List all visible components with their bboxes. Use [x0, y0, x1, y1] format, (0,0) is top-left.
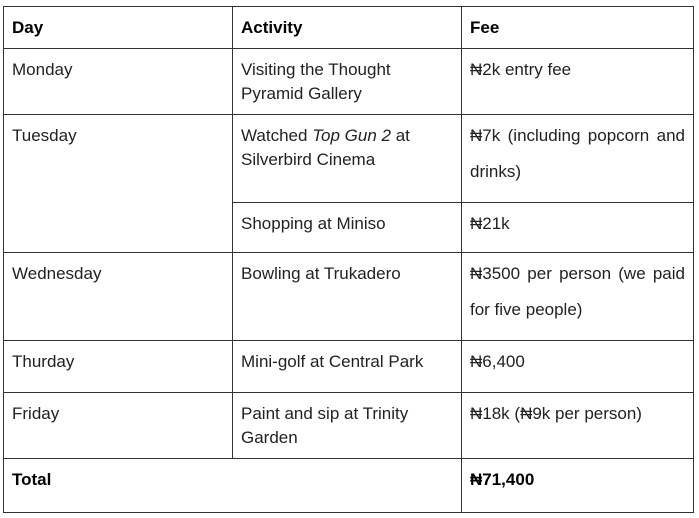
fee-text: ₦7k (including popcorn and drinks): [470, 126, 685, 181]
table-header: [4, 7, 694, 49]
header-day: Day: [4, 7, 233, 49]
cell-fee: ₦6,400: [462, 341, 694, 393]
cell-fee: [462, 253, 694, 341]
movie-title: Top Gun 2: [312, 126, 391, 145]
cell-activity: Mini-golf at Central Park: [233, 341, 462, 393]
header-fee: Fee: [462, 7, 694, 49]
cell-activity: Paint and sip at Trinity Garden: [233, 393, 462, 459]
table-row: [4, 253, 694, 341]
header-row: [4, 7, 694, 49]
table-body: [4, 49, 694, 513]
fees-table: [3, 6, 694, 513]
cell-day: Thurday: [4, 341, 233, 393]
total-row: [4, 459, 694, 513]
cell-fee: ₦18k (₦9k per person): [462, 393, 694, 459]
cell-fee: [462, 115, 694, 203]
cell-activity: Visiting the Thought Pyramid Gallery: [233, 49, 462, 115]
activity-text: Watched: [241, 126, 313, 145]
cell-day: Friday: [4, 393, 233, 459]
table-row: [4, 115, 694, 203]
cell-activity: Bowling at Trukadero: [233, 253, 462, 341]
cell-activity: [233, 115, 462, 203]
cell-day: Monday: [4, 49, 233, 115]
table-row: [4, 341, 694, 393]
header-activity: Activity: [233, 7, 462, 49]
cell-fee: ₦21k: [462, 203, 694, 253]
total-fee: ₦71,400: [462, 459, 694, 513]
cell-fee: ₦2k entry fee: [462, 49, 694, 115]
cell-day: Wednesday: [4, 253, 233, 341]
table-row: [4, 49, 694, 115]
table-row: [4, 393, 694, 459]
activity-text: at Silverbird Cinema: [241, 126, 410, 169]
cell-day: Tuesday: [4, 115, 233, 253]
cell-activity: Shopping at Miniso: [233, 203, 462, 253]
fee-text: ₦3500 per person (we paid for five people): [470, 264, 685, 319]
total-label: Total: [4, 459, 462, 513]
